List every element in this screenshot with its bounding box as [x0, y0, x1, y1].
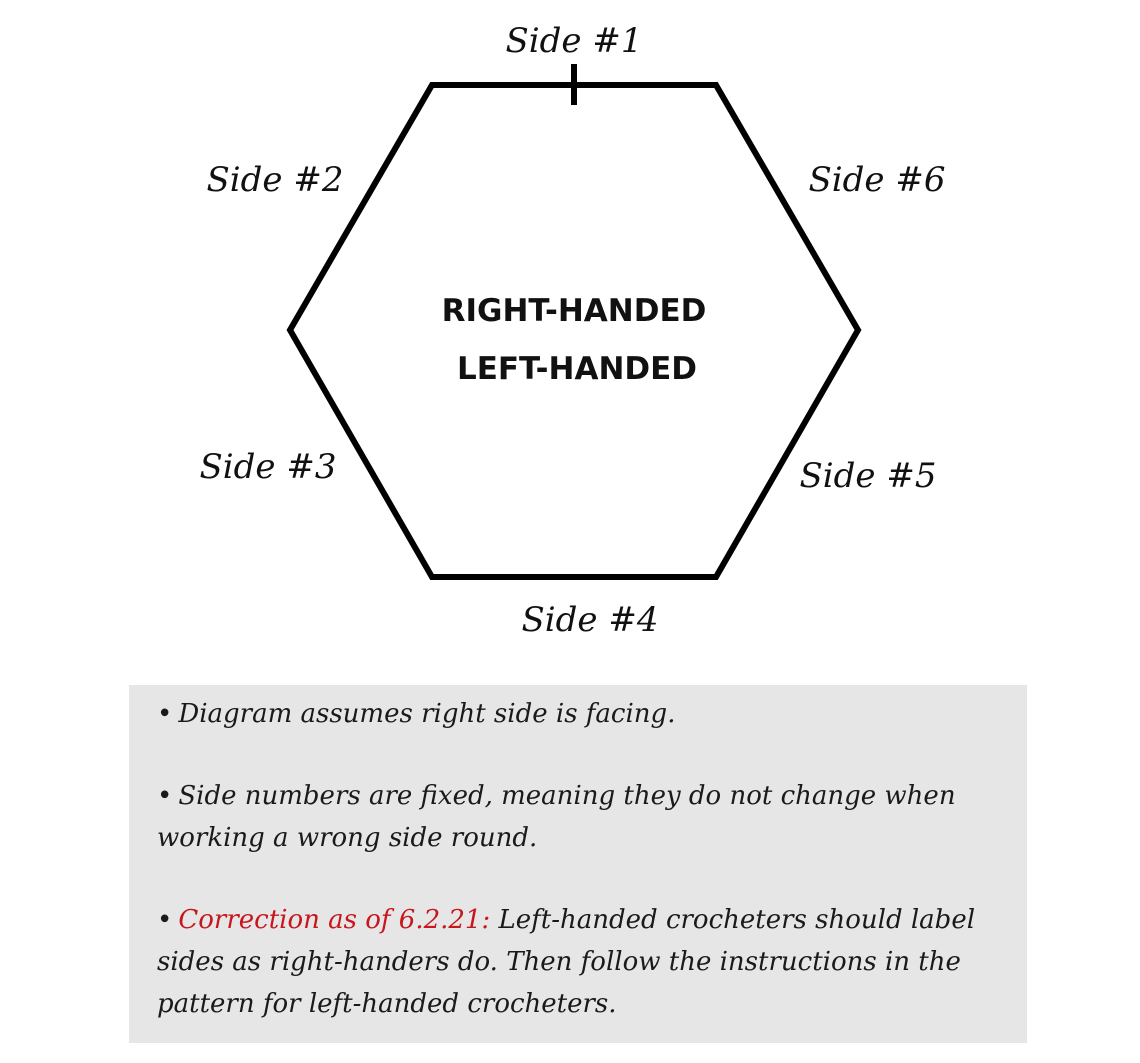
side-2-label: Side #2 — [206, 160, 344, 200]
side-6-label: Side #6 — [808, 160, 946, 200]
side-1-label: Side #1 — [505, 21, 643, 61]
side-4-label: Side #4 — [521, 600, 659, 640]
note-text: Diagram assumes right side is facing. — [178, 699, 676, 729]
bullet: • — [157, 905, 173, 935]
right-handed-label: RIGHT-HANDED — [441, 293, 707, 329]
bullet: • — [157, 699, 173, 729]
side-3-label: Side #3 — [199, 447, 337, 487]
side-5-label: Side #5 — [799, 456, 937, 496]
bullet: • — [157, 781, 173, 811]
left-handed-label: LEFT-HANDED — [456, 351, 698, 387]
note-right-side-facing — [157, 693, 1003, 735]
note-fixed-side-numbers — [157, 775, 1003, 859]
note-text: Side numbers are fixed, meaning they do not change when working a wrong side round. — [157, 781, 956, 853]
hexagon-outline — [290, 85, 858, 577]
notes-box — [129, 685, 1027, 1043]
correction-highlight: Correction as of 6.2.21: — [178, 905, 491, 935]
note-correction — [157, 899, 1003, 1025]
note-text: Left-handed crocheters should label sides as right-handers do. Then follow the instructions in the pattern for left-handed crocheters. — [157, 905, 976, 1019]
